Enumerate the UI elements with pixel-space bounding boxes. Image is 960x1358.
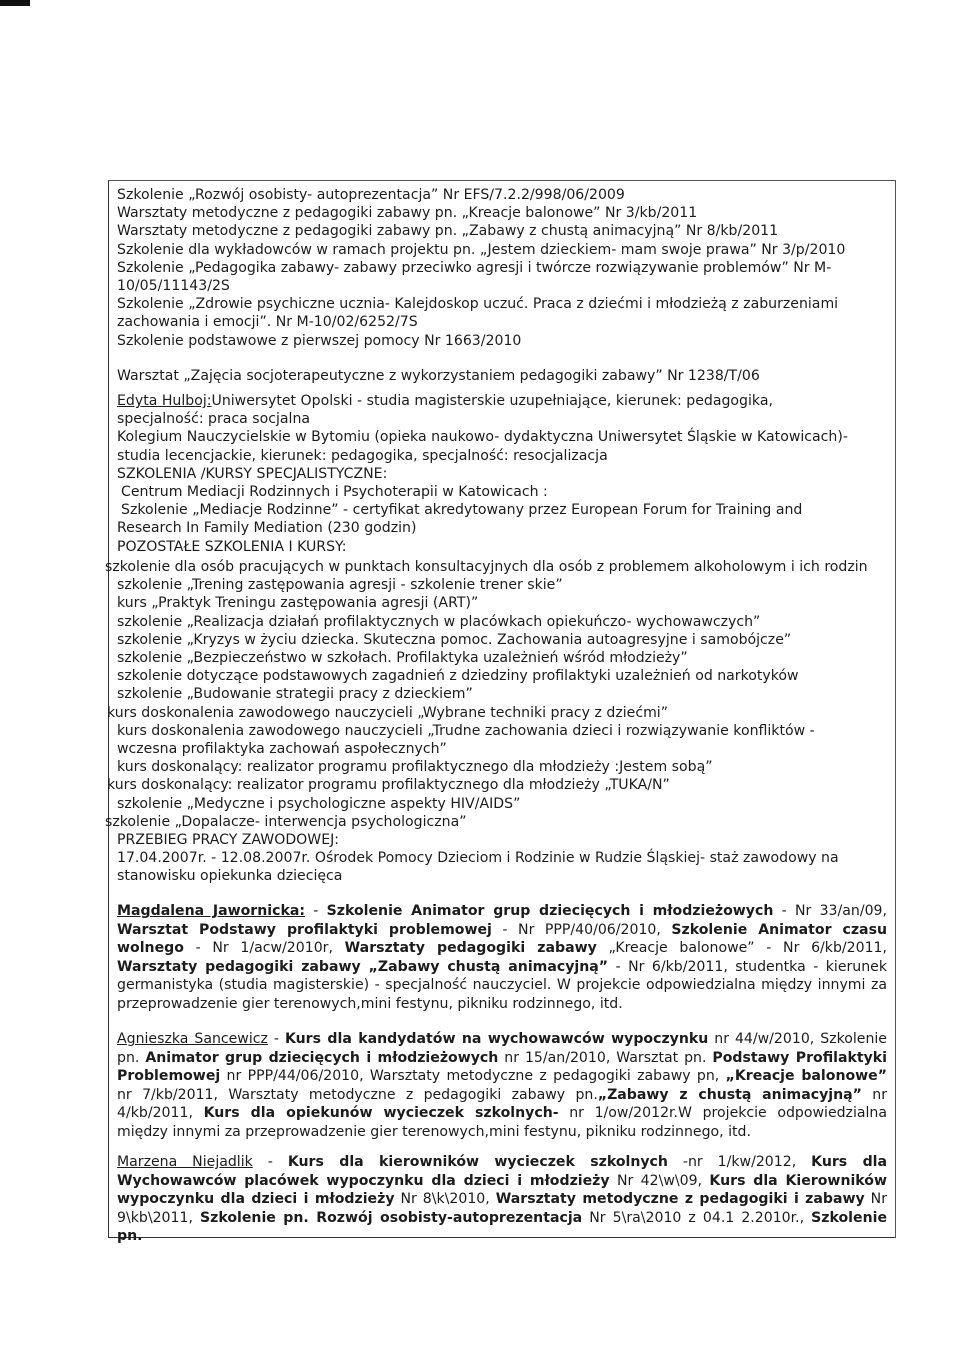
kurs-line: kurs „Praktyk Treningu zastępowania agresji (ART)” (117, 595, 479, 612)
kurs-line: kurs doskonalący: realizator programu profilaktycznego dla młodzieży „TUKA/N” (107, 777, 670, 794)
text-run: nr PPP/44/06/2010, Warsztaty metodyczne z pedagogiki zabawy pn, (220, 1068, 726, 1085)
kursy-list (105, 558, 887, 886)
warsztat-line-block (117, 367, 887, 385)
person-name: Agnieszka Sancewicz (117, 1031, 268, 1047)
kurs-line: PRZEBIEG PRACY ZAWODOWEJ: (117, 832, 340, 849)
text-run: - (267, 1031, 285, 1047)
person-name: Marzena Niejadlik (117, 1154, 253, 1170)
text-run: nr 1/ow/2012r.W projekcie odpowiedzialna między innymi za przeprowadzenie gier terenowych,mini festynu, pikniku rodzinnego, itd. (117, 1105, 887, 1140)
text-run: - Nr 33/an/09, (773, 903, 888, 919)
text-run: - Nr 1/acw/2010r, (183, 940, 345, 957)
edyta-research-line: Research In Family Mediation (230 godzin) (117, 520, 417, 537)
edyta-section (117, 392, 887, 556)
bold-run: Szkolenie pn. (117, 1209, 887, 1245)
training-list (117, 186, 887, 350)
person-name: Edyta Hulboj: (117, 393, 212, 409)
bold-run: Podstawy Profilaktyki Problemowej (117, 1049, 888, 1085)
edyta-centrum-line: Szkolenie „Mediacje Rodzinne” - certyfikat akredytowany przez European Forum for Training and (121, 502, 803, 519)
kurs-line: szkolenie „Dopalacze- interwencja psychologiczna” (105, 813, 467, 830)
training-line: Szkolenie podstawowe z pierwszej pomocy Nr 1663/2010 (117, 332, 522, 349)
training-line: 10/05/11143/2S (117, 278, 230, 295)
bold-run: „Zabawy z chustą animacyjną” (597, 1086, 862, 1103)
bold-run: Warsztaty pedagogiki zabawy (344, 940, 597, 957)
kurs-line: szkolenie „Bezpieczeństwo w szkołach. Profilaktyka uzależnień wśród młodzieży” (117, 650, 688, 667)
edyta-stanowisko: stanowisku opiekunka dziecięca (117, 868, 343, 885)
magdalena-section (117, 902, 887, 1014)
edyta-pozostale-heading: POZOSTAŁE SZKOLENIA I KURSY: (117, 538, 347, 555)
text-run: nr 7/kb/2011, Warsztaty metodyczne z pedagogiki zabawy pn. (117, 1086, 598, 1103)
bold-run: Szkolenie Animator czasu wolnego (117, 921, 887, 957)
kurs-line: szkolenie „Budowanie strategii pracy z dzieckiem” (117, 686, 473, 703)
agnieszka-section (117, 1030, 887, 1142)
kurs-line: szkolenie „Realizacja działań profilaktycznych w placówkach opiekuńczo- wychowawczych” (117, 613, 761, 630)
edyta-line: specjalność: praca socjalna (117, 411, 311, 428)
training-line: Warsztaty metodyczne z pedagogiki zabawy pn. „Zabawy z chustą animacyjną” Nr 8/kb/2011 (117, 223, 779, 240)
training-line: Szkolenie „Zdrowie psychiczne ucznia- Kalejdoskop uczuć. Praca z dziećmi i młodzieżą z zaburzeniami (117, 296, 839, 313)
bold-run: Kurs dla kandydatów na wychowawców wypoczynku (284, 1031, 709, 1047)
edyta-line: Kolegium Nauczycielskie w Bytomiu (opieka naukowo- dydaktyczna Uniwersytet Śląskie w Katowicach)- (117, 429, 848, 446)
text-run: nr 44/w/2010, Szkolenie pn. (117, 1031, 887, 1066)
kurs-line: wczesna profilaktyka zachowań aspołecznych” (117, 741, 447, 758)
kurs-line: szkolenie „Trening zastępowania agresji - szkolenie trener skie” (117, 577, 563, 594)
text-run: Nr 9\kb\2011, (117, 1191, 887, 1226)
bold-run: Kurs dla opiekunów wycieczek szkolnych- (203, 1105, 559, 1122)
text-run: - Nr 6/kb/2011, studentka - kierunek germanistyka (studia magisterskie) - specjalność nauczyciel. W projekcie odpowiedzialna między innymi za przeprowadzenie gier terenowych,mini festynu, pikniku rodzinnego, itd. (117, 958, 887, 1012)
text-run: - (305, 903, 327, 919)
person-name: Magdalena Jawornicka: (117, 903, 305, 919)
training-line: Warsztaty metodyczne z pedagogiki zabawy pn. „Kreacje balonowe” Nr 3/kb/2011 (117, 205, 698, 222)
bold-run: Warsztaty metodyczne z pedagogiki i zabawy (495, 1191, 865, 1208)
text-run: nr 4/kb/2011, (117, 1086, 888, 1122)
training-line: Szkolenie „Pedagogika zabawy- zabawy przeciwko agresji i twórcze rozwiązywanie problemów” Nr M- (117, 259, 832, 276)
scan-corner-mark (0, 0, 30, 6)
text-run: - Nr PPP/40/06/2010, (491, 921, 672, 938)
kurs-line: kurs doskonalenia zawodowego nauczycieli „Trudne zachowania dzieci i rozwiązywanie konfliktów - (117, 722, 815, 739)
text-run: „Kreacje balonowe” - Nr 6/kb/2011, (596, 940, 887, 957)
bold-run: Szkolenie Animator grup dziecięcych i młodzieżowych (326, 903, 774, 919)
marzena-section (117, 1153, 887, 1246)
kurs-line: 17.04.2007r. - 12.08.2007r. Ośrodek Pomocy Dzieciom i Rodzinie w Rudzie Śląskiej- staż zawodowy na (117, 850, 839, 867)
warsztat-line: Warsztat „Zajęcia socjoterapeutyczne z wykorzystaniem pedagogiki zabawy” Nr 1238/T/06 (117, 368, 760, 384)
bold-run: Kurs dla kierowników wycieczek szkolnych (287, 1154, 668, 1170)
bold-run: Animator grup dziecięcych i młodzieżowych (145, 1049, 499, 1066)
edyta-line1: Uniwersytet Opolski - studia magisterskie uzupełniające, kierunek: pedagogika, (211, 393, 773, 409)
text-run: Nr 8\k\2010, (394, 1191, 496, 1208)
bold-run: Warsztat Podstawy profilaktyki problemowej (117, 921, 492, 938)
kurs-line: szkolenie „Medyczne i psychologiczne aspekty HIV/AIDS” (117, 795, 521, 812)
kurs-line: szkolenie „Kryzys w życiu dziecka. Skuteczna pomoc. Zachowania autoagresyjne i samobójcze” (117, 631, 792, 648)
text-run: Nr 42\w\09, (609, 1172, 710, 1189)
edyta-centrum-line: Centrum Mediacji Rodzinnych i Psychoterapii w Katowicach : (121, 484, 548, 501)
text-run: - (252, 1154, 288, 1170)
text-run: -nr 1/kw/2012, (667, 1154, 812, 1170)
kurs-line: kurs doskonalenia zawodowego nauczycieli „Wybrane techniki pracy z dziećmi” (107, 704, 669, 721)
edyta-line: studia lecencjackie, kierunek: pedagogika, specjalność: resocjalizacja (117, 447, 608, 464)
bold-run: „Kreacje balonowe” (725, 1068, 887, 1085)
training-line: Szkolenie dla wykładowców w ramach projektu pn. „Jestem dzieckiem- mam swoje prawa” Nr 3/p/2010 (117, 241, 846, 258)
bold-run: Kurs dla Kierowników wypoczynku dla dzieci i młodzieży (117, 1172, 888, 1208)
bold-run: Kurs dla Wychowawców placówek wypoczynku dla dzieci i młodzieży (117, 1154, 887, 1189)
text-run: Nr 5\ra\2010 z 04.1 2.2010r., (582, 1209, 812, 1226)
text-run: nr 15/an/2010, Warsztat pn. (498, 1049, 713, 1066)
training-line: Szkolenie „Rozwój osobisty- autoprezentacja” Nr EFS/7.2.2/998/06/2009 (117, 187, 625, 203)
kurs-line: szkolenie dla osób pracujących w punktach konsultacyjnych dla osób z problemem alkoholowym i ich rodzin (105, 559, 868, 575)
kurs-line: szkolenie dotyczące podstawowych zagadnień z dziedziny profilaktyki uzależnień od narkotyków (117, 668, 799, 685)
edyta-line: SZKOLENIA /KURSY SPECJALISTYCZNE: (117, 465, 388, 482)
bold-run: Warsztaty pedagogiki zabawy „Zabawy chustą animacyjną” (117, 958, 609, 975)
training-line: zachowania i emocji”. Nr M-10/02/6252/7S (117, 314, 418, 331)
bold-run: Szkolenie pn. Rozwój osobisty-autoprezentacja (199, 1209, 583, 1226)
kurs-line: kurs doskonalący: realizator programu profilaktycznego dla młodzieży :Jestem sobą” (117, 759, 713, 776)
